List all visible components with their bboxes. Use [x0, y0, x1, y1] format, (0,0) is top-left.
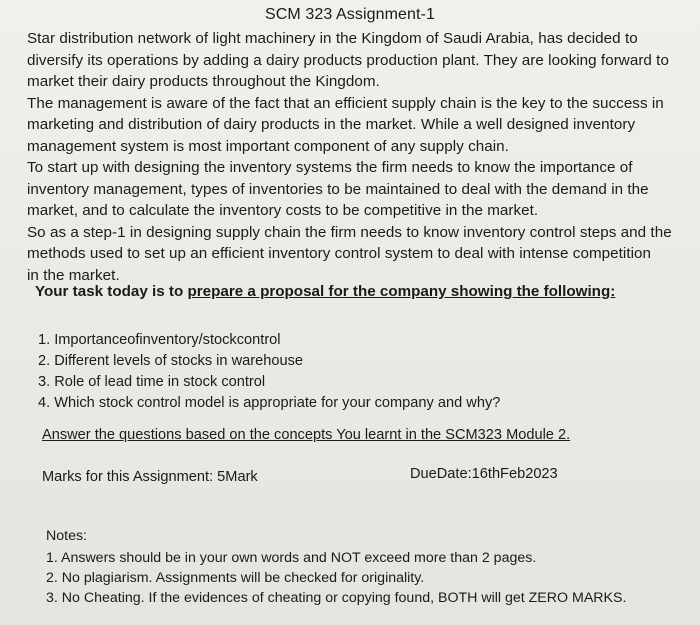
note-item: 3. No Cheating. If the evidences of cheating or copying found, BOTH will get ZERO MARKS. — [46, 590, 627, 606]
paragraph-line: marketing and distribution of dairy products in the market. While a well designed inventory — [27, 116, 636, 133]
document-title: SCM 323 Assignment-1 — [264, 6, 436, 23]
instruction-line: Answer the questions based on the concepts You learnt in the SCM323 Module 2. — [42, 427, 571, 443]
paragraph-line: diversify its operations by adding a dairy products production plant. They are looking forward to — [27, 51, 669, 69]
question-item: 1. Importanceofinventory/stockcontrol — [38, 332, 281, 348]
paragraph-line: So as a step-1 in designing supply chain the firm needs to know inventory control steps and the — [27, 223, 672, 241]
paragraph-line: management system is most important component of any supply chain. — [27, 137, 509, 155]
paragraph-line: market their dairy products throughout the Kingdom. — [27, 73, 380, 90]
notes-list — [46, 548, 626, 608]
note-item: 2. No plagiarism. Assignments will be checked for originality. — [46, 570, 425, 586]
task-prefix: Your task today is to — [35, 283, 188, 300]
paragraph-line: The management is aware of the fact that an efficient supply chain is the key to the success in — [27, 94, 664, 112]
task-statement — [35, 283, 615, 300]
paragraph-line: market, and to calculate the inventory costs to be competitive in the market. — [27, 202, 539, 219]
paragraph-line: To start up with designing the inventory systems the firm needs to know the importance of — [27, 159, 633, 176]
paragraph-line: in the market. — [27, 266, 120, 284]
paragraph-line: inventory management, types of inventories to be maintained to deal with the demand in the — [27, 180, 649, 198]
question-item: 3. Role of lead time in stock control — [38, 374, 266, 390]
marks-label: Marks for this Assignment: 5Mark — [42, 469, 258, 485]
question-item: 2. Different levels of stocks in warehouse — [38, 353, 303, 369]
note-item: 1. Answers should be in your own words and NOT exceed more than 2 pages. — [46, 550, 537, 566]
question-item: 4. Which stock control model is appropriate for your company and why? — [38, 395, 501, 411]
paragraph-line: Star distribution network of light machinery in the Kingdom of Saudi Arabia, has decided to — [27, 30, 638, 47]
notes-heading: Notes: — [46, 528, 88, 544]
due-date-label: DueDate:16thFeb2023 — [410, 466, 558, 482]
question-list — [38, 330, 500, 414]
task-underlined: prepare a proposal for the company showing the following: — [187, 283, 616, 300]
intro-paragraph — [27, 28, 695, 286]
paragraph-line: methods used to set up an efficient inventory control system to deal with intense competition — [27, 245, 652, 262]
